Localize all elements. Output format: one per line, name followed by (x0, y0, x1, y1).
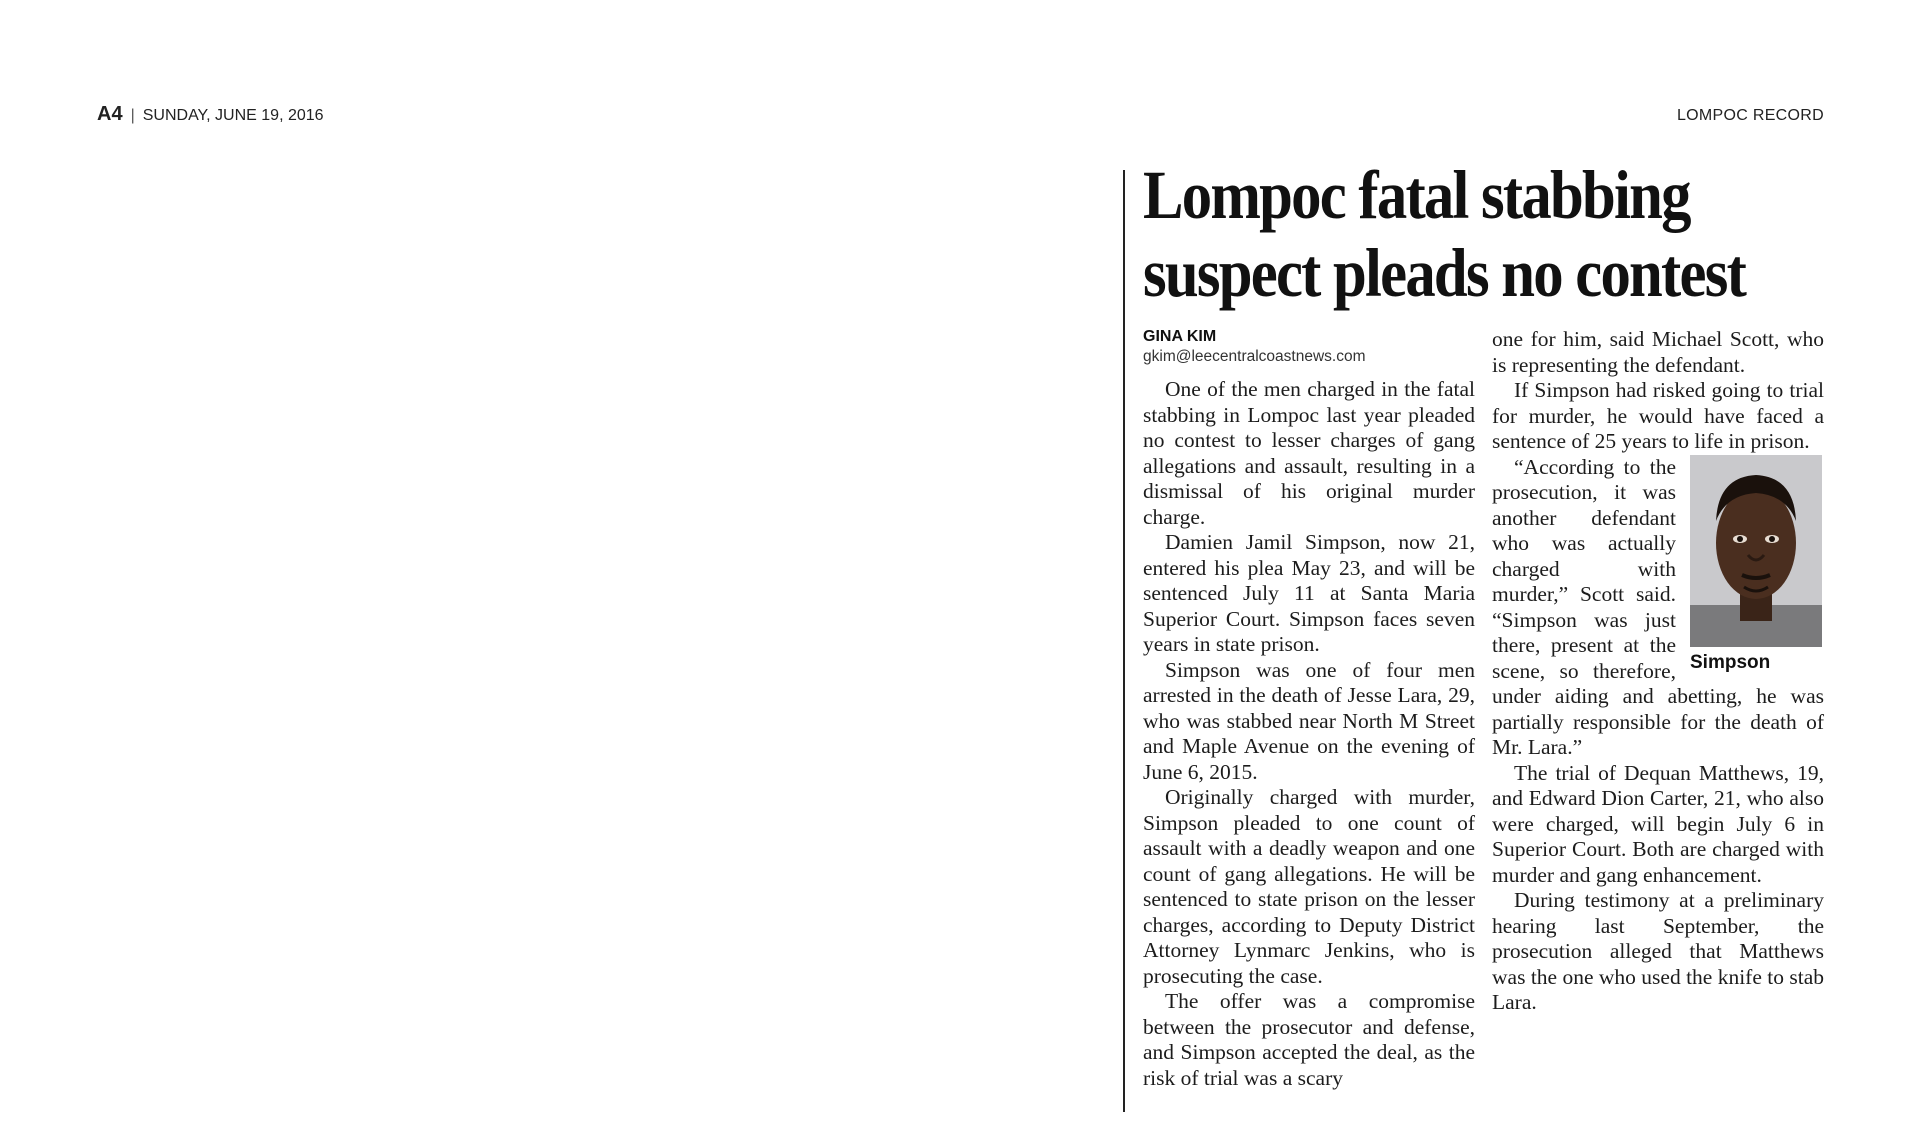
article-column-1 (1143, 327, 1475, 1091)
paragraph: Damien Jamil Simpson, now 21, entered his plea May 23, and will be sentenced July 11 at Santa Maria Superior Court. Simpson faces seven years in state prison. (1143, 530, 1475, 656)
byline: GINA KIM (1143, 328, 1217, 345)
publication-name: LOMPOC RECORD (1676, 107, 1824, 124)
paragraph: Originally charged with murder, Simpson pleaded to one count of assault with a deadly weapon and one count of gang allegations. He will be sentenced to state prison on the lesser charges, according to Deputy District Attorney Lynmarc Jenkins, who is prosecuting the case. (1143, 785, 1475, 988)
column-rule (1123, 170, 1125, 1112)
paragraph: During testimony at a preliminary hearing last September, the prosecution alleged that Matthews was the one who used the knife to stab Lara. (1492, 888, 1824, 1014)
issue-date: SUNDAY, JUNE 19, 2016 (142, 107, 324, 124)
paragraph: “According to the prosecution, it was another defendant who was actually charged with murder,” Scott said. “Simpson was just there, present at the scene, so therefore, under aiding and abetting, he was partially responsible for the death of Mr. Lara.” (1492, 454, 1824, 759)
mugshot-photo (1690, 455, 1822, 647)
paragraph: Simpson was one of four men arrested in the death of Jesse Lara, 29, who was stabbed near North M Street and Maple Avenue on the evening of June 6, 2015. (1143, 657, 1475, 784)
folio-separator: | (130, 107, 135, 124)
paragraph: The trial of Dequan Matthews, 19, and Edward Dion Carter, 21, who also were charged, will begin July 6 in Superior Court. Both are charged with murder and gang enhancement. (1492, 760, 1824, 887)
photo-caption: Simpson (1690, 651, 1771, 673)
paragraph: If Simpson had risked going to trial for murder, he would have faced a sentence of 25 years to life in prison. (1492, 378, 1824, 453)
page-folio (97, 103, 324, 126)
article-column-2 (1492, 327, 1824, 1016)
paragraph: The offer was a compromise between the prosecutor and defense, and Simpson accepted the deal, as the risk of trial was a scary (1143, 989, 1475, 1090)
headline: Lompoc fatal stabbing suspect pleads no contest (1143, 157, 1746, 311)
paragraph: One of the men charged in the fatal stabbing in Lompoc last year pleaded no contest to lesser charges of gang allegations and assault, resulting in a dismissal of his original murder charge. (1143, 377, 1475, 529)
page-number: A4 (97, 103, 123, 125)
author-email: gkim@leecentralcoastnews.com (1143, 348, 1366, 365)
paragraph-continuation: one for him, said Michael Scott, who is representing the defendant. (1492, 327, 1824, 377)
photo-box (1690, 455, 1824, 675)
